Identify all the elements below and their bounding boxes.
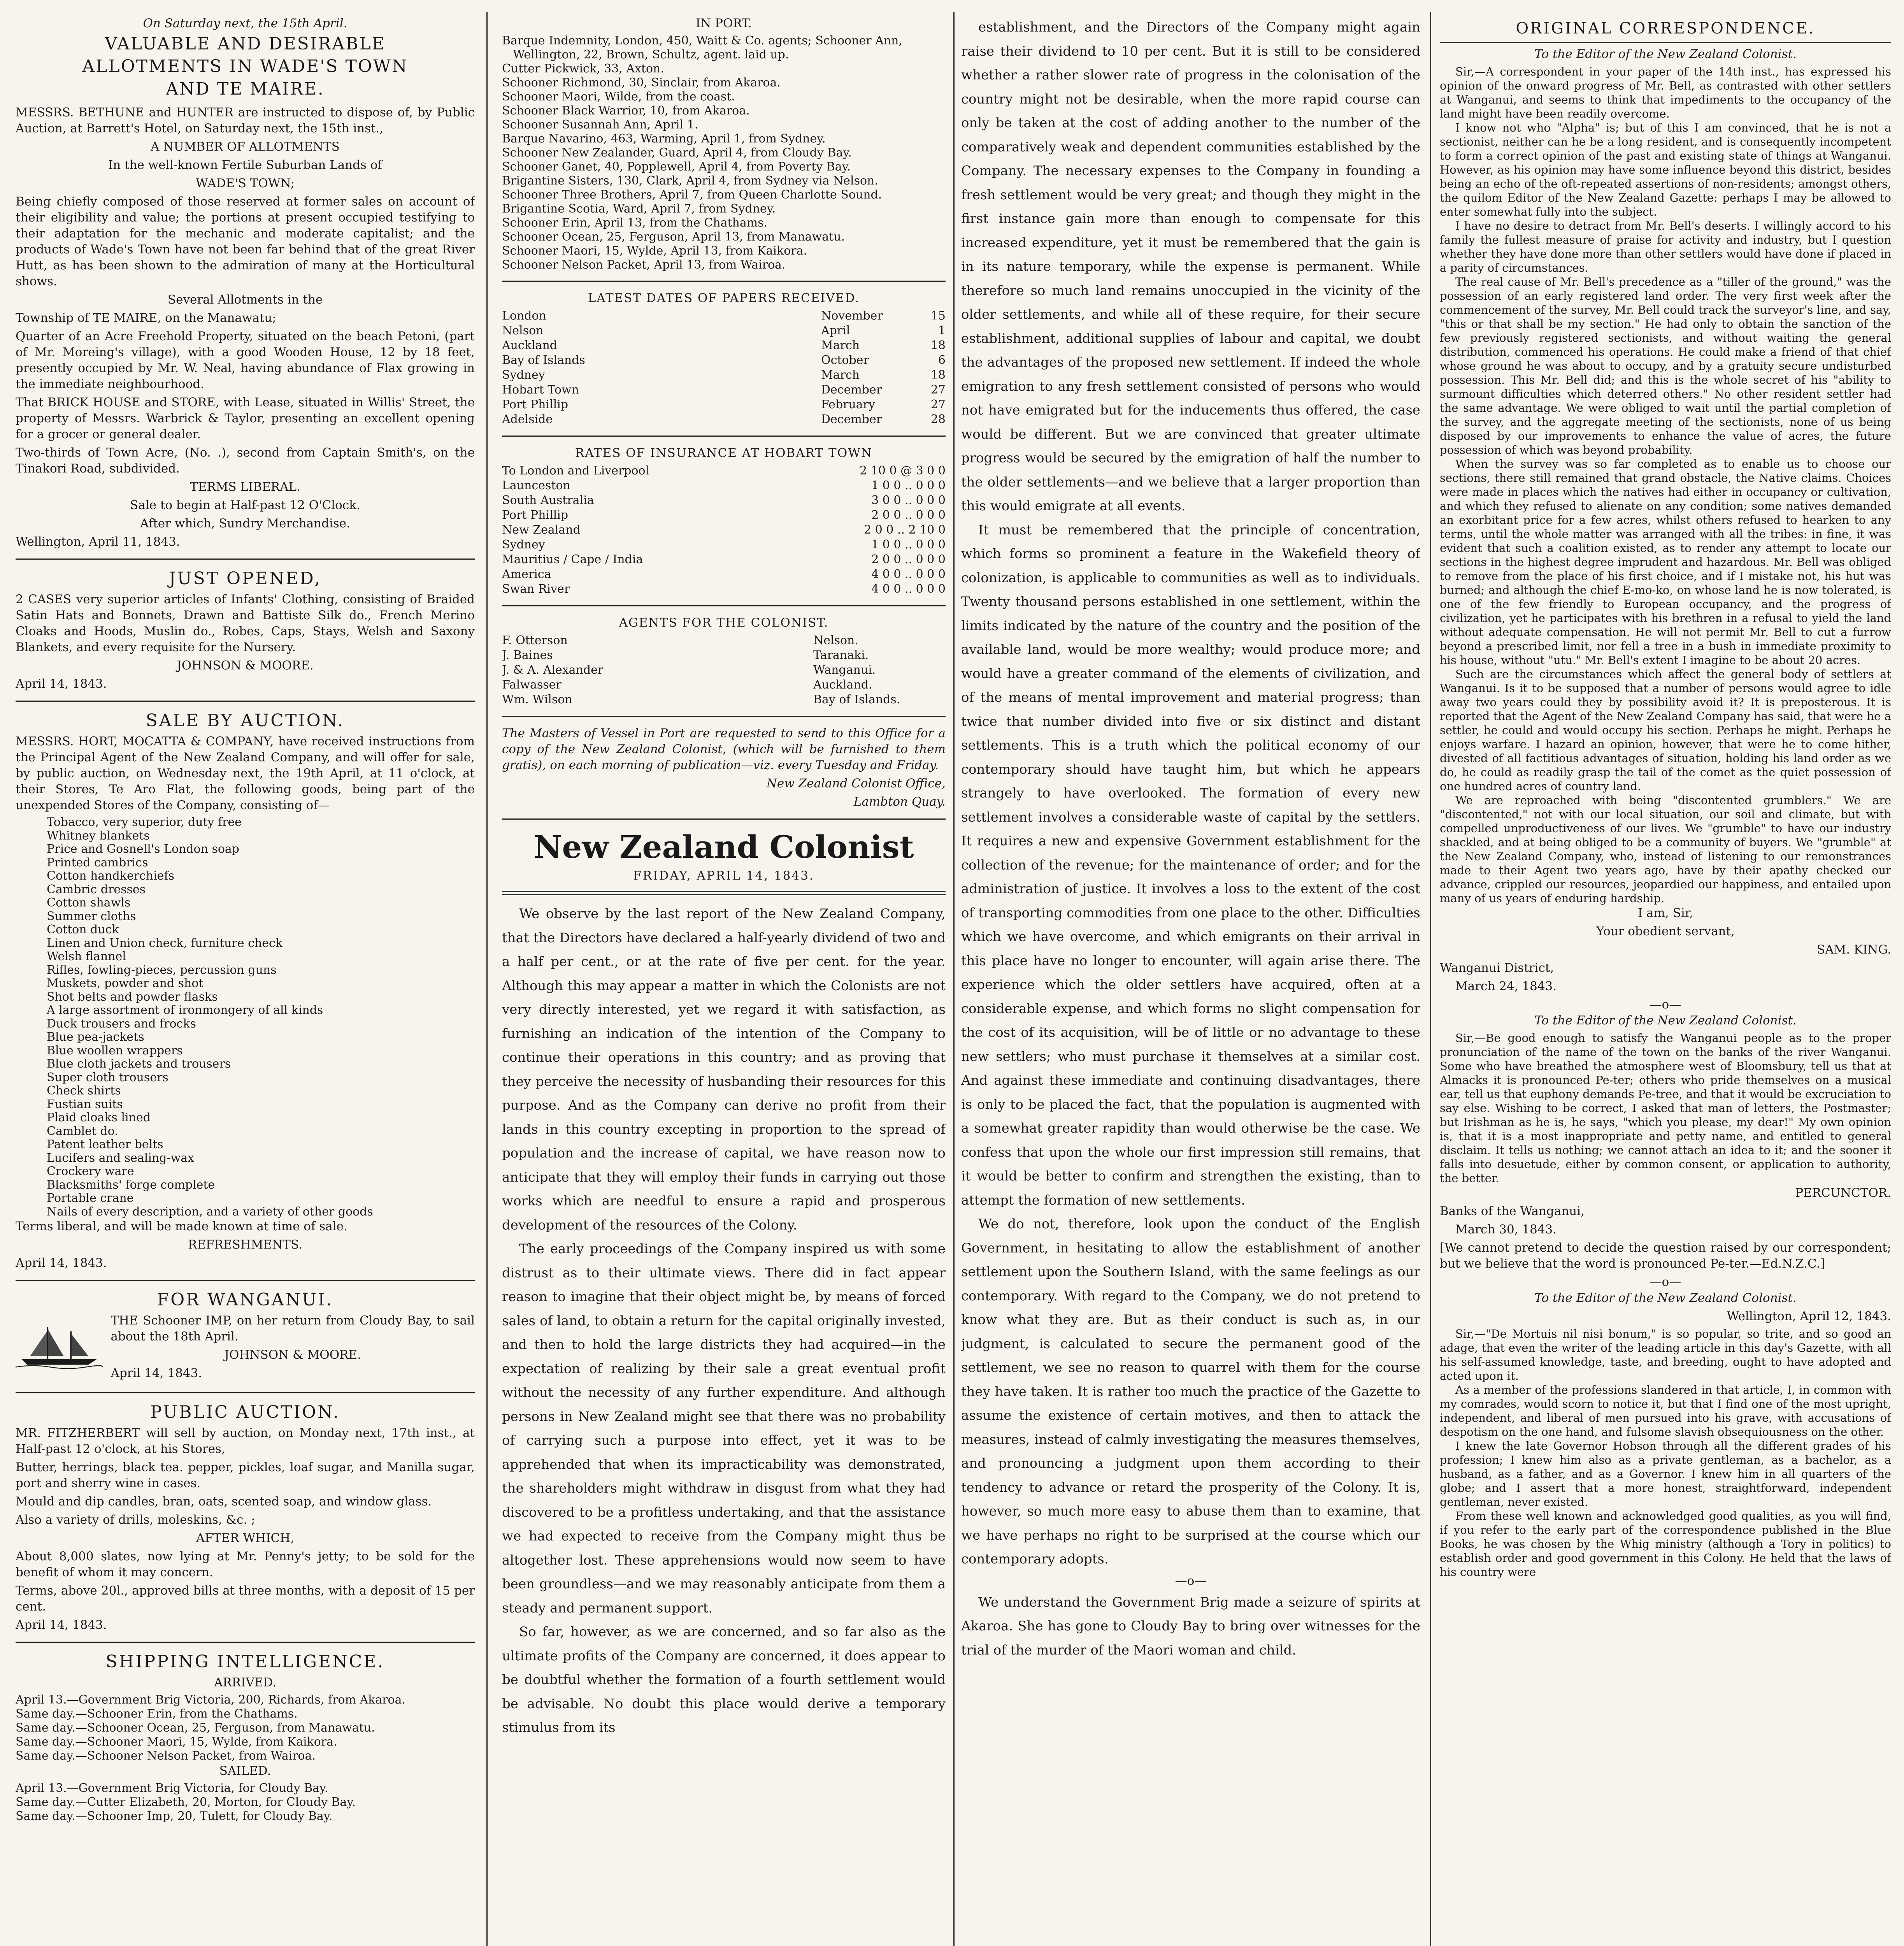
masthead: New Zealand Colonist [533, 829, 914, 865]
auction-title: ALLOTMENTS IN WADE'S TOWN [82, 56, 408, 76]
paper-place: Port Phillip [502, 398, 569, 411]
leader-paragraph: We do not, therefore, look upon the conduct of the English Government, in hesitating to allow the establishment of another settlement upon the Southern Island, with the same feelings as our contemporary. With regard to the Company, we do not pretend to know what they are. But as their conduct is such as, in our judgment, is calculated to secure the permanent good of the settlement, we see no reason to quarrel with them for the course they have taken. It is rather too much the practice of the Gazette to assume the existence of certain motives, and then to attack the measures, instead of calmly investigating the measures themselves, and pronouncing a judgment upon them according to their tendency to advance or retard the prosperity of the Colony. It is, however, so much more easy to abuse them than to examine, that we have perhaps no right to be surprised at the course which our contemporary adopts. [961, 1216, 1420, 1567]
paper-place: Nelson [502, 324, 544, 337]
section-title: ORIGINAL CORRESPONDENCE. [1516, 19, 1815, 37]
auction-terms: TERMS LIBERAL. [190, 480, 300, 494]
rates-table [502, 464, 946, 597]
port-entry: Schooner Ocean, 25, Ferguson, April 13, from Manawatu. [502, 230, 845, 244]
auction-date: Wellington, April 11, 1843. [16, 535, 180, 549]
column-correspondence [1440, 16, 1891, 1946]
section-title: RATES OF INSURANCE AT HOBART TOWN [575, 446, 873, 460]
papers-table [502, 309, 946, 427]
paper-row [502, 412, 946, 427]
letter-paragraph: I have no desire to detract from Mr. Bell's deserts. I willingly accord to his family the fullest measure of praise for activity and industry, but I question whether they have done more than other settlers would have done if placed in a parity of circumstances. [1440, 219, 1891, 274]
port-entry: Schooner Erin, April 13, from the Chathams. [502, 216, 768, 230]
ad-signature: JOHNSON & MOORE. [177, 659, 314, 673]
paper-row [502, 338, 946, 353]
ad-title: FOR WANGANUI. [157, 1290, 333, 1310]
arrival-entry: Same day.—Schooner Erin, from the Chathams. [16, 1707, 298, 1721]
paper-place: Hobart Town [502, 383, 579, 397]
goods-item: Cotton duck [47, 923, 119, 936]
leading-article [502, 902, 946, 1740]
rate-value: 4 0 0 .. 0 0 0 [871, 567, 946, 581]
letter-body: Sir,—Be good enough to satisfy the Wanganui people as to the proper pronunciation of the name of the town on the banks of the river Wanganui. Some who have breathed the atmosphere west of Bloomsbury, tell us that at Almacks it is pronounced Pe-ter; others who pride themselves on a musical ear, tell us that euphony demands Pe-tree, and that it would be excruciation to say else. Wishing to be correct, I asked that man of letters, the Postmaster; but Irishman as he is, he says, "which you please, my dear!" My own opinion is, that it is a most inappropriate and petty name, and entitled to general disclaim. It tells us nothing; we cannot attach an idea to it; and the sooner it falls into desuetude, either by common consent, or application to authority, the better. [1440, 1031, 1891, 1185]
agent-name: Falwasser [502, 678, 562, 692]
port-entry: Barque Navarino, 463, Warming, April 1, from Sydney. [502, 132, 826, 146]
divider [16, 1392, 475, 1393]
letter-paragraph: I know not who "Alpha" is; but of this I am convinced, that he is not a sectionist, neither can he be a long resident, and is consequently incompetent to form a correct opinion of the past and existing state of things at Wanganui. However, as his opinion may have some influence beyond this district, besides being an echo of the oft-repeated assertions of non-residents; amongst others, the quilom Editor of the New Zealand Gazette: perhaps I may be allowed to enter somewhat fully into the subject. [1440, 121, 1891, 218]
departures-list [16, 1781, 475, 1823]
divider [16, 1642, 475, 1643]
rate-row [502, 537, 946, 552]
letter-date: Wellington, April 12, 1843. [1727, 1309, 1891, 1323]
goods-item: Tobacco, very superior, duty free [47, 815, 242, 829]
rate-value: 2 0 0 .. 2 10 0 [864, 523, 946, 537]
ad-title: SALE BY AUCTION. [146, 711, 345, 731]
rate-value: 4 0 0 .. 0 0 0 [871, 582, 946, 596]
goods-item: Shot belts and powder flasks [47, 990, 218, 1004]
rate-place: Launceston [502, 479, 570, 492]
paper-day: 15 [930, 309, 946, 323]
editor-note: [We cannot pretend to decide the question raised by our correspondent; but we believe that the word is pronounced Pe-ter.—Ed.N.Z.C.] [1440, 1241, 1891, 1271]
column-rule [486, 12, 488, 1946]
divider [16, 701, 475, 702]
agent-row [502, 692, 946, 707]
goods-item: Cambric dresses [47, 882, 146, 896]
paper-month: November [821, 309, 883, 323]
agent-row [502, 633, 946, 648]
letter-heading: To the Editor of the New Zealand Colonist. [1534, 1013, 1797, 1027]
ad-date: April 14, 1843. [16, 677, 107, 691]
paper-day: 27 [930, 383, 946, 397]
port-entry: Schooner Susannah Ann, April 1. [502, 118, 698, 132]
goods-item: Check shirts [47, 1084, 121, 1098]
ad-goods: Butter, herrings, black tea. pepper, pickles, loaf sugar, and Manilla sugar, port and sherry wine in cases. [16, 1460, 475, 1490]
paper-row [502, 309, 946, 323]
port-entry: Schooner Richmond, 30, Sinclair, from Akaroa. [502, 76, 781, 90]
paper-month: October [821, 353, 869, 367]
port-entry: Schooner Maori, 15, Wylde, April 13, from Kaikora. [502, 244, 807, 258]
goods-item: Blue woollen wrappers [47, 1043, 183, 1057]
agent-row [502, 648, 946, 663]
letter-paragraph: From these well known and acknowledged good qualities, as you will find, if you refer to the early part of the correspondence published in the Blue Books, he was chosen by the Whig ministry (although a Tory in politics) to establish order and good government in this Colony. He held that the laws of his country were [1440, 1509, 1891, 1579]
port-entry: Cutter Pickwick, 33, Axton. [502, 62, 664, 76]
ship-ad [16, 1313, 475, 1384]
letter-paragraph: We are reproached with being "discontented grumblers." We are "discontented," not with our local situation, our soil and climate, but with compelled unproductiveness of our lives. We "grumble" to have our industry shackled, and at being obliged to be a community of buyers. We "grumble" at the New Zealand Company, who, instead of listening to our remonstrances made to their Agent two years ago, have by their apathy checked our advance, crippled our resources, jeopardied our happiness, and entailed upon many of us years of enduring hardship. [1440, 794, 1891, 905]
rate-value: 2 10 0 @ 3 0 0 [860, 464, 946, 478]
goods-item: Duck trousers and frocks [47, 1017, 196, 1031]
departure-entry: Same day.—Cutter Elizabeth, 20, Morton, for Cloudy Bay. [16, 1795, 356, 1809]
leader-paragraph: We observe by the last report of the New Zealand Company, that the Directors have declared a half-yearly dividend of two and a half per cent., or at the rate of five per cent. for the year. Although this may appear a matter in which the Colonists are not very directly interested, yet we regard it with satisfaction, as furnishing an indication of the intention of the Company to continue their operations in this country; and as proving that they perceive the necessity of husbanding their resources for this purpose. And as the Company can derive no profit from their lands in this country excepting in proportion to the spread of population and the increase of capital, we have reason now to anticipate that they will employ their funds in carrying out those works which are needful to ensure a rapid and prosperous development of the resources of the Colony. [502, 906, 946, 1233]
leader-paragraph: It must be remembered that the principle of concentration, which forms so prominent a feature in the Wakefield theory of colonization, is applicable to communities as well as to individuals. Twenty thousand persons established in one settlement, within the limits indicated by the nature of the country and the position of the available land, would be more wealthy; would produce more; and would have a greater command of the elements of civilization, and of the means of mental improvement and material progress; than twice that number divided into five or six distinct and distant settlements. This is a truth which the political economy of our contemporary should have taught him, but which he appears strangely to have overlooked. The formation of every new settlement involves a considerable waste of capital by the settlers. It requires a new and expensive Government establishment for the collection of the revenue; for the maintenance of order; and for the administration of justice. It involves a loss to the extent of the cost of transporting commodities from one place to the other. Difficulties which we have overcome, and which emigrants on their arrival in this place have no longer to encounter, will again arise there. The experience which the older settlers have acquired, often at a considerable expense, and which forms no slight compensation for the cost of its acquisition, will be of little or no advantage to these new settlers; who must purchase it themselves at a similar cost. And against these immediate and continuing disadvantages, there is only to be placed the fact, that the population is augmented with a somewhat greater rapidity than would otherwise be the case. We confess that upon the whole our first impression still remains, that it would be better to confirm and strengthen the existing, than to attempt the formation of new settlements. [961, 522, 1420, 1208]
rate-row [502, 508, 946, 523]
goods-item: Super cloth trousers [47, 1070, 168, 1084]
goods-item: Patent leather belts [47, 1138, 163, 1151]
paper-month: April [821, 324, 850, 337]
goods-item: Nails of every description, and a variety of other goods [47, 1205, 373, 1219]
ad-title: PUBLIC AUCTION. [150, 1402, 340, 1422]
paper-day: 28 [930, 413, 946, 426]
letter-date: March 24, 1843. [1455, 979, 1557, 993]
paper-day: 18 [930, 368, 946, 382]
rate-value: 3 0 0 .. 0 0 0 [871, 494, 946, 507]
leader-paragraph: establishment, and the Directors of the Company might again raise their dividend to 10 per cent. But it is still to be considered whether a rather slower rate of progress in the colonisation of the country might not be desirable, when the more rapid course can only be taken at the cost of adding another to the number of the comparatively weak and dependent communities established by the Company. The necessary expenses to the Company in founding a fresh settlement would be very great; and though they might in the first instance gain more than enough to compensate for this increased expenditure, yet it must be remembered that the gain is in its nature temporary, while the expense is permanent. While therefore so much land remains unoccupied in the vicinity of the older settlements, and while all of these require, for their secure establishment, additional supplies of labour and capital, we doubt the advantages of the proposed new settlement. If indeed the whole emigration to any fresh settlement consisted of persons who would not have emigrated but for the inducements thus offered, the case would be different. But we are convinced that greater ultimate progress would be secured by the emigration of half the number to the older settlements—and we believe that a larger proportion than this would emigrate at all events. [961, 19, 1420, 514]
letter-paragraph: I knew the late Governor Hobson through all the different grades of his profession; I knew him also as a private gentleman, as a bachelor, as a husband, as a father, and as a Governor. I knew him in all quarters of the globe; and I assert that a more honest, straightforward, independent gentleman, never existed. [1440, 1439, 1891, 1509]
rate-value: 2 0 0 .. 0 0 0 [871, 508, 946, 522]
divider [502, 605, 946, 606]
dateline: FRIDAY, APRIL 14, 1843. [633, 869, 814, 883]
goods-item: Welsh flannel [47, 950, 126, 963]
paper-row [502, 323, 946, 338]
auction-description: Being chiefly composed of those reserved at former sales on account of their eligibility and value; the portions at present occupied testifying to their adaptation for the mechanic and moderate capitalist; and the products of Wade's Town have not been far behind that of the great River Hutt, as has been shown to the admiration of many at the Horticultural shows. [16, 195, 475, 288]
ad-refreshments: REFRESHMENTS. [188, 1238, 302, 1252]
port-entry: Schooner Three Brothers, April 7, from Queen Charlotte Sound. [502, 188, 882, 202]
rate-row [502, 493, 946, 508]
paper-day: 6 [938, 353, 946, 367]
agent-place: Bay of Islands. [813, 693, 900, 706]
rate-place: South Australia [502, 494, 594, 507]
ad-date: April 14, 1843. [111, 1366, 202, 1380]
notice-date: On Saturday next, the 15th April. [143, 16, 347, 30]
ad-terms: Terms, above 20l., approved bills at three months, with a deposit of 15 per cent. [16, 1584, 475, 1614]
goods-item: Cotton shawls [47, 896, 131, 910]
paper-month: March [821, 339, 860, 352]
auction-lot: Two-thirds of Town Acre, (No. .), second from Captain Smith's, on the Tinakori Road, subdivided. [16, 446, 475, 476]
goods-item: Whitney blankets [47, 829, 150, 843]
paper-place: Bay of Islands [502, 353, 585, 367]
office-address: Lambton Quay. [853, 795, 946, 809]
agent-name: F. Otterson [502, 634, 568, 647]
auction-subhead: A NUMBER OF ALLOTMENTS [151, 140, 340, 154]
paper-month: February [821, 398, 875, 411]
rate-row [502, 582, 946, 597]
shipping-arrived: ARRIVED. [214, 1676, 276, 1690]
column-rule [1430, 12, 1431, 1946]
goods-item: Camblet do. [47, 1124, 118, 1138]
letter-place: Wanganui District, [1440, 961, 1554, 975]
arrival-entry: Same day.—Schooner Maori, 15, Wylde, from Kaikora. [16, 1735, 337, 1749]
agent-place: Wanganui. [813, 663, 876, 677]
rate-place: Port Phillip [502, 508, 569, 522]
ad-date: April 14, 1843. [16, 1256, 107, 1270]
divider-ornament: —o— [1175, 1574, 1207, 1588]
divider [502, 281, 946, 282]
letter-signature: PERCUNCTOR. [1795, 1186, 1891, 1200]
divider [16, 559, 475, 560]
leader-paragraph: So far, however, as we are concerned, and so far also as the ultimate profits of the Company are concerned, it does appear to be doubtful whether the formation of a fourth settlement would be advisable. No doubt this place would derive a temporary stimulus from its [502, 1624, 946, 1735]
letter-paragraph: When the survey was so far completed as to enable us to choose our sections, there still remained that grand obstacle, the Native claims. Choices were made in places which the natives had either in occupancy or cultivation, and which they refused to alienate on any condition; some natives demanded an exorbitant price for a few acres, whilst others refused to hearken to any terms, until the whole matter was arranged with all the tribes: in fine, it was evident that such a coalition existed, as to render any attempt to locate our sections in the highest degree imprudent and hazardous. Mr. Bell was obliged to remove from the place of his first choice, and if I mistake not, his hut was burned; and although the chief E-mo-ko, on whose land he is now tolerated, is one of the few friendly to European occupancy, and the progress of civilization, yet he participates with his brethren in a refusal to yield the land without adequate compensation. He will not permit Mr. Bell to cut a furrow beyond a prescribed limit, nor fell a tree in a bush in immediate proximity to his house, without "utu." Mr. Bell's extent I imagine to be about 20 acres. [1440, 457, 1891, 667]
goods-item: Portable crane [47, 1191, 134, 1205]
column-advertisements [16, 16, 475, 1946]
goods-item: Blacksmiths' forge complete [47, 1178, 215, 1192]
shipping-sailed: SAILED. [219, 1764, 271, 1778]
agent-row [502, 678, 946, 692]
rate-row [502, 523, 946, 537]
paper-month: December [821, 413, 882, 426]
auction-title: AND TE MAIRE. [166, 79, 325, 99]
letter-paragraph: Sir,—A correspondent in your paper of the 14th inst., has expressed his opinion of the onward progress of Mr. Bell, as contrasted with other settlers at Wanganui, and seems to think that impediments to the occupancy of the land might have been readily overcome. [1440, 65, 1891, 120]
paper-row [502, 368, 946, 383]
auction-lot: That BRICK HOUSE and STORE, with Lease, situated in Willis' Street, the property of Messrs. Warbrick & Taylor, presenting an excellent opening for a grocer or general dealer. [16, 395, 475, 441]
paper-day: 1 [938, 324, 946, 337]
goods-item: Printed cambrics [47, 855, 148, 869]
rate-place: To London and Liverpool [502, 464, 649, 478]
rate-place: Sydney [502, 538, 545, 551]
letter-paragraph: Such are the circumstances which affect the general body of settlers at Wanganui. Is it to be supposed that a number of persons would agree to idle away two years could they by possibility avoid it? It is preposterous. It is reported that the Agent of the New Zealand Company has said, that were he a settler, he could and would occupy his section. Perhaps he might. Perhaps he enjoys warfare. I hazard an opinion, however, that were he to come hither, divested of all factitious advantages of situation, holding his land order as we do, he could as readily grasp the tail of the comet as the quiet possession of one hundred acres of country land. [1440, 667, 1891, 793]
goods-item: Fustian suits [47, 1097, 123, 1111]
paper-place: Sydney [502, 368, 545, 382]
agent-name: Wm. Wilson [502, 693, 572, 706]
rate-row [502, 464, 946, 478]
goods-item: Price and Gosnell's London soap [47, 842, 239, 856]
auction-township: Township of TE MAIRE, on the Manawatu; [16, 311, 276, 325]
port-entry: Schooner Ganet, 40, Popplewell, April 4, from Poverty Bay. [502, 160, 851, 174]
section-title: LATEST DATES OF PAPERS RECEIVED. [588, 291, 860, 305]
paper-row [502, 383, 946, 397]
news-paragraph: We understand the Government Brig made a seizure of spirits at Akaroa. She has gone to Cloudy Bay to bring over witnesses for the trial of the murder of the Maori woman and child. [961, 1594, 1420, 1658]
rate-row [502, 478, 946, 493]
departure-entry: April 13.—Government Brig Victoria, for Cloudy Bay. [16, 1781, 328, 1795]
agent-place: Auckland. [813, 678, 872, 692]
section-title: IN PORT. [695, 16, 752, 30]
ad-goods: About 8,000 slates, now lying at Mr. Penny's jetty; to be sold for the benefit of whom it may concern. [16, 1549, 475, 1579]
letter-date: March 30, 1843. [1455, 1222, 1557, 1236]
rate-value: 1 0 0 .. 0 0 0 [871, 538, 946, 551]
arrivals-list [16, 1693, 475, 1763]
letter-signature: SAM. KING. [1816, 943, 1891, 957]
paper-place: Auckland [502, 339, 557, 352]
ad-text: THE Schooner IMP, on her return from Cloudy Bay, to sail about the 18th April. [111, 1314, 475, 1344]
divider [502, 818, 946, 820]
agent-place: Nelson. [813, 634, 858, 647]
letter-heading: To the Editor of the New Zealand Colonist. [1534, 1291, 1797, 1305]
divider-ornament: —o— [1650, 998, 1681, 1012]
port-entry: Schooner Nelson Packet, April 13, from Wairoa. [502, 258, 786, 272]
section-title: AGENTS FOR THE COLONIST. [619, 616, 829, 630]
rate-place: Swan River [502, 582, 570, 596]
goods-item: Muskets, powder and shot [47, 977, 204, 990]
port-entry: Schooner Black Warrior, 10, from Akaroa. [502, 104, 750, 118]
arrival-entry: Same day.—Schooner Nelson Packet, from Wairoa. [16, 1749, 316, 1763]
letter-heading: To the Editor of the New Zealand Colonist. [1534, 47, 1797, 61]
goods-item: Blue cloth jackets and trousers [47, 1057, 231, 1071]
auction-subhead: WADE'S TOWN; [195, 176, 295, 190]
ad-text: MESSRS. HORT, MOCATTA & COMPANY, have received instructions from the Principal Agent of the New Zealand Company, and will offer for sale, by public auction, on Wednesday next, the 19th April, at 11 o'clock, at their Stores, Te Aro Flat, the following goods, being part of the unexpended Stores of the Company, consisting of— [16, 734, 475, 812]
rate-value: 2 0 0 .. 0 0 0 [871, 553, 946, 566]
in-port-list [502, 34, 946, 272]
divider-ornament: —o— [1650, 1275, 1681, 1289]
auction-subhead: Several Allotments in the [167, 293, 323, 307]
column-leader-continued [961, 16, 1420, 1946]
paper-month: March [821, 368, 860, 382]
goods-list [16, 816, 475, 1219]
agent-name: J. Baines [502, 648, 553, 662]
agent-row [502, 663, 946, 678]
ad-text: MR. FITZHERBERT will sell by auction, on Monday next, 17th inst., at Half-past 12 o'clock, at his Stores, [16, 1426, 475, 1456]
agents-table [502, 633, 946, 707]
goods-item: A large assortment of ironmongery of all kinds [47, 1003, 323, 1017]
leader-paragraph: The early proceedings of the Company inspired us with some distrust as to their ultimate views. There did in fact appear reason to imagine that their object might be, by means of forced sales of land, to obtain a return for the capital originally invested, and then to hold the large districts they had acquired—in the expectation of realizing by their sale a great eventual profit without the necessity of any further expenditure. And although persons in New Zealand might see that there was no probability of carrying such a purpose into effect, yet it was to be apprehended that when its impracticability was demonstrated, the shareholders might withdraw in disgust from what they had discovered to be a profitless undertaking, and that the assistance we had expected to receive from the Company might thus be altogether lost. These apprehensions would now seem to have been groundless—and we may reasonably anticipate from them a steady and permanent support. [502, 1241, 946, 1616]
auction-lot: Quarter of an Acre Freehold Property, situated on the beach Petoni, (part of Mr. Moreing's village), with a good Wooden House, 12 by 18 feet, presently occupied by Mr. W. Neal, having abundance of Flax growing in the immediate neighbourhood. [16, 329, 475, 391]
column-rule [953, 12, 955, 1946]
paper-month: December [821, 383, 882, 397]
auction-subhead: In the well-known Fertile Suburban Lands of [108, 158, 382, 172]
ad-date: April 14, 1843. [16, 1618, 107, 1632]
auction-after: After which, Sundry Merchandise. [140, 516, 350, 530]
rate-row [502, 552, 946, 567]
paper-place: London [502, 309, 546, 323]
agent-place: Taranaki. [813, 648, 869, 662]
ad-title: JUST OPENED, [168, 569, 322, 588]
letter-place: Banks of the Wanganui, [1440, 1204, 1585, 1218]
port-entry: Schooner New Zealander, Guard, April 4, from Cloudy Bay. [502, 146, 852, 160]
paper-day: 18 [930, 339, 946, 352]
goods-item: Plaid cloaks lined [47, 1111, 151, 1124]
paper-row [502, 397, 946, 412]
goods-item: Summer cloths [47, 909, 136, 923]
port-entry: Brigantine Scotia, Ward, April 7, from Sydney. [502, 202, 776, 216]
letter-body [1440, 65, 1891, 905]
departure-entry: Same day.—Schooner Imp, 20, Tulett, for Cloudy Bay. [16, 1809, 333, 1823]
port-entry: Brigantine Sisters, 130, Clark, April 4, from Sydney via Nelson. [502, 174, 878, 188]
letter-close: I am, Sir, [1637, 906, 1693, 920]
auction-intro: MESSRS. BETHUNE and HUNTER are instructed to dispose of, by Public Auction, at Barrett's Hotel, on Saturday next, the 15th inst., [16, 105, 475, 135]
ad-signature: JOHNSON & MOORE. [224, 1348, 361, 1362]
arrival-entry: Same day.—Schooner Ocean, 25, Ferguson, from Manawatu. [16, 1721, 375, 1735]
rate-row [502, 567, 946, 582]
ad-goods: Also a variety of drills, moleskins, &c. ; [16, 1513, 255, 1527]
paper-day: 27 [930, 398, 946, 411]
divider [1440, 42, 1891, 43]
ad-after: AFTER WHICH, [196, 1531, 295, 1545]
paper-row [502, 353, 946, 368]
goods-item: Lucifers and sealing-wax [47, 1151, 195, 1165]
letter-paragraph: Sir,—"De Mortuis nil nisi bonum," is so popular, so trite, and so good an adage, that even the writer of the leading article in this day's Gazette, with all his self-assumed knowledge, taste, and breeding, ought to have adopted and acted upon it. [1440, 1327, 1891, 1382]
agent-name: J. & A. Alexander [502, 663, 604, 677]
rate-value: 1 0 0 .. 0 0 0 [871, 479, 946, 492]
column-shipping-leader [502, 16, 946, 1946]
section-title: SHIPPING INTELLIGENCE. [105, 1652, 385, 1672]
goods-item: Rifles, fowling-pieces, percussion guns [47, 963, 277, 977]
letter-body [1440, 1327, 1891, 1579]
rate-place: New Zealand [502, 523, 581, 537]
rate-place: Mauritius / Cape / India [502, 553, 643, 566]
divider [502, 891, 946, 895]
goods-item: Cotton handkerchiefs [47, 869, 175, 883]
port-entry: Barque Indemnity, London, 450, Waitt & Co. agents; Schooner Ann, Wellington, 22, Brown, Schultz, agent. laid up. [502, 34, 902, 61]
arrival-entry: April 13.—Government Brig Victoria, 200, Richards, from Akaroa. [16, 1693, 405, 1707]
letter-paragraph: As a member of the professions slandered in that article, I, in common with my comrades, would scorn to notice it, but that I find one of the most upright, independent, and liberal of men pursued into his grave, with accusations of despotism on the one hand, and fulsome slavish obsequiousness on the other. [1440, 1383, 1891, 1438]
leading-article-continued [961, 16, 1420, 1572]
goods-item: Crockery ware [47, 1164, 134, 1178]
ad-goods: Mould and dip candles, bran, oats, scented soap, and window glass. [16, 1495, 432, 1509]
ad-terms: Terms liberal, and will be made known at time of sale. [16, 1219, 347, 1233]
rate-place: America [502, 567, 551, 581]
divider [502, 436, 946, 437]
ad-text: 2 CASES very superior articles of Infants' Clothing, consisting of Braided Satin Hats and Bonnets, Drawn and Battiste Silk do., French Merino Cloaks and Hoods, Muslin do., Robes, Caps, Stays, Welsh and Saxony Blankets, and every requisite for the Nursery. [16, 592, 475, 654]
paper-place: Adelside [502, 413, 553, 426]
goods-item: Linen and Union check, furniture check [47, 936, 283, 950]
letter-paragraph: The real cause of Mr. Bell's precedence as a "tiller of the ground," was the possession of an early registered land order. The very first week after the commencement of the survey, Mr. Bell could track the surveyor's line, and say, "this or that shall be my section." He had only to obtain the sanction of the few previously registered sectionists, and without waiting the general distribution, commenced his operations. He could make a friend of that chief whose ground he was about to occupy, and by a gratuity secure undisturbed possession. This Mr. Bell did; and this is the whole secret of his "ability to surmount difficulties which deterred others." No other resident settler had the same advantage. We were obliged to wait until the partial completion of the survey, and the aggregate meeting of the sectionists, none of us being disposed by our improvements to enhance the value of acres, the future possession of which was beyond probability. [1440, 275, 1891, 457]
auction-title: VALUABLE AND DESIRABLE [105, 34, 386, 54]
goods-item: Blue pea-jackets [47, 1030, 144, 1044]
ship-icon [16, 1313, 103, 1379]
auction-time: Sale to begin at Half-past 12 O'Clock. [130, 498, 360, 512]
letter-close: Your obedient servant, [1596, 924, 1735, 938]
port-entry: Schooner Maori, Wilde, from the coast. [502, 90, 735, 104]
divider [16, 1280, 475, 1281]
office-address: New Zealand Colonist Office, [766, 776, 946, 790]
divider [502, 716, 946, 717]
masters-note: The Masters of Vessel in Port are requested to send to this Office for a copy of the New Zealand Colonist, (which will be furnished to them gratis), on each morning of publication—viz. every Tuesday and Friday. [502, 726, 946, 772]
